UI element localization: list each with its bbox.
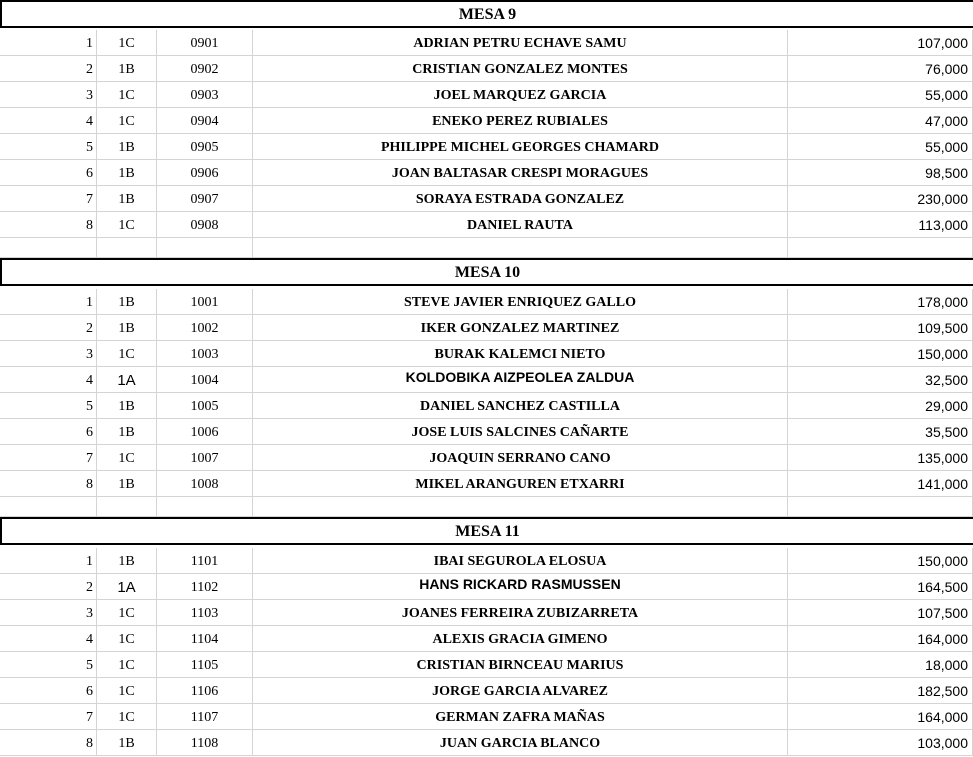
category-cell[interactable]: 1B xyxy=(97,56,157,82)
empty-cell[interactable] xyxy=(157,497,253,517)
name-cell[interactable]: JUAN GARCIA BLANCO xyxy=(253,730,788,756)
category-cell[interactable]: 1B xyxy=(97,730,157,756)
value-cell[interactable]: 178,000 xyxy=(788,289,973,315)
table-row[interactable] xyxy=(0,652,973,678)
category-cell[interactable]: 1C xyxy=(97,652,157,678)
code-cell[interactable]: 1103 xyxy=(157,600,253,626)
empty-cell[interactable] xyxy=(253,497,788,517)
value-cell[interactable]: 109,500 xyxy=(788,315,973,341)
category-cell[interactable]: 1B xyxy=(97,134,157,160)
name-cell[interactable]: IBAI SEGUROLA ELOSUA xyxy=(253,548,788,574)
row-number[interactable]: 4 xyxy=(0,367,97,393)
row-number[interactable]: 8 xyxy=(0,471,97,497)
name-cell[interactable]: JOEL MARQUEZ GARCIA xyxy=(253,82,788,108)
category-cell[interactable]: 1B xyxy=(97,186,157,212)
code-cell[interactable]: 1108 xyxy=(157,730,253,756)
code-cell[interactable]: 1104 xyxy=(157,626,253,652)
name-cell[interactable]: JOSE LUIS SALCINES CAÑARTE xyxy=(253,419,788,445)
empty-cell[interactable] xyxy=(788,238,973,258)
category-cell[interactable]: 1A xyxy=(97,367,157,393)
category-cell[interactable]: 1C xyxy=(97,704,157,730)
code-cell[interactable]: 1102 xyxy=(157,574,253,600)
section-header-mesa-9[interactable]: MESA 9 xyxy=(0,0,973,28)
category-cell[interactable]: 1C xyxy=(97,341,157,367)
table-row[interactable] xyxy=(0,108,973,134)
table-row[interactable] xyxy=(0,134,973,160)
value-cell[interactable]: 150,000 xyxy=(788,341,973,367)
table-row[interactable] xyxy=(0,548,973,574)
name-cell[interactable]: GERMAN ZAFRA MAÑAS xyxy=(253,704,788,730)
row-number[interactable]: 7 xyxy=(0,186,97,212)
table-row[interactable] xyxy=(0,30,973,56)
code-cell[interactable]: 0905 xyxy=(157,134,253,160)
name-cell[interactable]: PHILIPPE MICHEL GEORGES CHAMARD xyxy=(253,134,788,160)
row-number[interactable]: 2 xyxy=(0,574,97,600)
value-cell[interactable]: 150,000 xyxy=(788,548,973,574)
value-cell[interactable]: 107,500 xyxy=(788,600,973,626)
name-cell[interactable]: JOAN BALTASAR CRESPI MORAGUES xyxy=(253,160,788,186)
table-row[interactable] xyxy=(0,574,973,600)
row-number[interactable]: 8 xyxy=(0,212,97,238)
category-cell[interactable]: 1C xyxy=(97,108,157,134)
category-cell[interactable]: 1B xyxy=(97,471,157,497)
code-cell[interactable]: 0902 xyxy=(157,56,253,82)
table-row[interactable] xyxy=(0,315,973,341)
table-row[interactable] xyxy=(0,341,973,367)
empty-row[interactable] xyxy=(0,238,973,258)
value-cell[interactable]: 29,000 xyxy=(788,393,973,419)
value-cell[interactable]: 164,000 xyxy=(788,704,973,730)
table-row[interactable] xyxy=(0,186,973,212)
category-cell[interactable]: 1B xyxy=(97,548,157,574)
empty-cell[interactable] xyxy=(253,238,788,258)
row-number[interactable]: 7 xyxy=(0,445,97,471)
row-number[interactable]: 3 xyxy=(0,82,97,108)
table-row[interactable] xyxy=(0,678,973,704)
name-cell[interactable]: CRISTIAN GONZALEZ MONTES xyxy=(253,56,788,82)
name-cell[interactable]: DANIEL SANCHEZ CASTILLA xyxy=(253,393,788,419)
value-cell[interactable]: 55,000 xyxy=(788,82,973,108)
name-cell[interactable]: JORGE GARCIA ALVAREZ xyxy=(253,678,788,704)
value-cell[interactable]: 32,500 xyxy=(788,367,973,393)
value-cell[interactable]: 103,000 xyxy=(788,730,973,756)
code-cell[interactable]: 1006 xyxy=(157,419,253,445)
category-cell[interactable]: 1C xyxy=(97,600,157,626)
name-cell[interactable]: ALEXIS GRACIA GIMENO xyxy=(253,626,788,652)
value-cell[interactable]: 98,500 xyxy=(788,160,973,186)
table-row[interactable] xyxy=(0,212,973,238)
row-number[interactable]: 2 xyxy=(0,315,97,341)
category-cell[interactable]: 1C xyxy=(97,626,157,652)
code-cell[interactable]: 0904 xyxy=(157,108,253,134)
code-cell[interactable]: 0907 xyxy=(157,186,253,212)
section-header-mesa-11[interactable]: MESA 11 xyxy=(0,517,973,545)
category-cell[interactable]: 1C xyxy=(97,678,157,704)
row-number[interactable]: 5 xyxy=(0,393,97,419)
row-number[interactable]: 6 xyxy=(0,160,97,186)
code-cell[interactable]: 1004 xyxy=(157,367,253,393)
value-cell[interactable]: 164,000 xyxy=(788,626,973,652)
value-cell[interactable]: 182,500 xyxy=(788,678,973,704)
category-cell[interactable]: 1C xyxy=(97,212,157,238)
code-cell[interactable]: 0908 xyxy=(157,212,253,238)
category-cell[interactable]: 1B xyxy=(97,419,157,445)
empty-cell[interactable] xyxy=(0,497,97,517)
row-number[interactable]: 6 xyxy=(0,419,97,445)
category-cell[interactable]: 1B xyxy=(97,315,157,341)
value-cell[interactable]: 55,000 xyxy=(788,134,973,160)
table-row[interactable] xyxy=(0,393,973,419)
value-cell[interactable]: 135,000 xyxy=(788,445,973,471)
value-cell[interactable]: 18,000 xyxy=(788,652,973,678)
name-cell[interactable]: HANS RICKARD RASMUSSEN xyxy=(253,574,788,600)
empty-cell[interactable] xyxy=(97,238,157,258)
code-cell[interactable]: 0901 xyxy=(157,30,253,56)
category-cell[interactable]: 1C xyxy=(97,82,157,108)
row-number[interactable]: 1 xyxy=(0,289,97,315)
empty-row[interactable] xyxy=(0,497,973,517)
table-row[interactable] xyxy=(0,600,973,626)
value-cell[interactable]: 76,000 xyxy=(788,56,973,82)
name-cell[interactable]: ENEKO PEREZ RUBIALES xyxy=(253,108,788,134)
name-cell[interactable]: ADRIAN PETRU ECHAVE SAMU xyxy=(253,30,788,56)
table-row[interactable] xyxy=(0,704,973,730)
code-cell[interactable]: 1002 xyxy=(157,315,253,341)
row-number[interactable]: 3 xyxy=(0,600,97,626)
row-number[interactable]: 6 xyxy=(0,678,97,704)
name-cell[interactable]: MIKEL ARANGUREN ETXARRI xyxy=(253,471,788,497)
table-row[interactable] xyxy=(0,626,973,652)
name-cell[interactable]: CRISTIAN BIRNCEAU MARIUS xyxy=(253,652,788,678)
row-number[interactable]: 3 xyxy=(0,341,97,367)
row-number[interactable]: 4 xyxy=(0,626,97,652)
table-row[interactable] xyxy=(0,419,973,445)
category-cell[interactable]: 1B xyxy=(97,160,157,186)
value-cell[interactable]: 47,000 xyxy=(788,108,973,134)
table-row[interactable] xyxy=(0,445,973,471)
table-row[interactable] xyxy=(0,367,973,393)
empty-cell[interactable] xyxy=(97,497,157,517)
table-row[interactable] xyxy=(0,730,973,756)
empty-cell[interactable] xyxy=(788,497,973,517)
code-cell[interactable]: 1105 xyxy=(157,652,253,678)
row-number[interactable]: 8 xyxy=(0,730,97,756)
code-cell[interactable]: 1106 xyxy=(157,678,253,704)
row-number[interactable]: 5 xyxy=(0,652,97,678)
name-cell[interactable]: KOLDOBIKA AIZPEOLEA ZALDUA xyxy=(253,367,788,393)
name-cell[interactable]: DANIEL RAUTA xyxy=(253,212,788,238)
value-cell[interactable]: 35,500 xyxy=(788,419,973,445)
row-number[interactable]: 7 xyxy=(0,704,97,730)
name-cell[interactable]: SORAYA ESTRADA GONZALEZ xyxy=(253,186,788,212)
code-cell[interactable]: 0903 xyxy=(157,82,253,108)
row-number[interactable]: 5 xyxy=(0,134,97,160)
code-cell[interactable]: 1001 xyxy=(157,289,253,315)
code-cell[interactable]: 1007 xyxy=(157,445,253,471)
name-cell[interactable]: JOAQUIN SERRANO CANO xyxy=(253,445,788,471)
table-row[interactable] xyxy=(0,82,973,108)
table-row[interactable] xyxy=(0,56,973,82)
code-cell[interactable]: 1101 xyxy=(157,548,253,574)
name-cell[interactable]: JOANES FERREIRA ZUBIZARRETA xyxy=(253,600,788,626)
row-number[interactable]: 1 xyxy=(0,548,97,574)
row-number[interactable]: 4 xyxy=(0,108,97,134)
table-row[interactable] xyxy=(0,160,973,186)
value-cell[interactable]: 164,500 xyxy=(788,574,973,600)
empty-cell[interactable] xyxy=(157,238,253,258)
code-cell[interactable]: 0906 xyxy=(157,160,253,186)
code-cell[interactable]: 1005 xyxy=(157,393,253,419)
category-cell[interactable]: 1B xyxy=(97,289,157,315)
category-cell[interactable]: 1C xyxy=(97,445,157,471)
name-cell[interactable]: IKER GONZALEZ MARTINEZ xyxy=(253,315,788,341)
category-cell[interactable]: 1C xyxy=(97,30,157,56)
row-number[interactable]: 1 xyxy=(0,30,97,56)
name-cell[interactable]: BURAK KALEMCI NIETO xyxy=(253,341,788,367)
category-cell[interactable]: 1A xyxy=(97,574,157,600)
table-row[interactable] xyxy=(0,471,973,497)
value-cell[interactable]: 141,000 xyxy=(788,471,973,497)
code-cell[interactable]: 1008 xyxy=(157,471,253,497)
value-cell[interactable]: 107,000 xyxy=(788,30,973,56)
value-cell[interactable]: 230,000 xyxy=(788,186,973,212)
category-cell[interactable]: 1B xyxy=(97,393,157,419)
section-header-mesa-10[interactable]: MESA 10 xyxy=(0,258,973,286)
code-cell[interactable]: 1003 xyxy=(157,341,253,367)
value-cell[interactable]: 113,000 xyxy=(788,212,973,238)
table-row[interactable] xyxy=(0,289,973,315)
empty-cell[interactable] xyxy=(0,238,97,258)
name-cell[interactable]: STEVE JAVIER ENRIQUEZ GALLO xyxy=(253,289,788,315)
row-number[interactable]: 2 xyxy=(0,56,97,82)
code-cell[interactable]: 1107 xyxy=(157,704,253,730)
